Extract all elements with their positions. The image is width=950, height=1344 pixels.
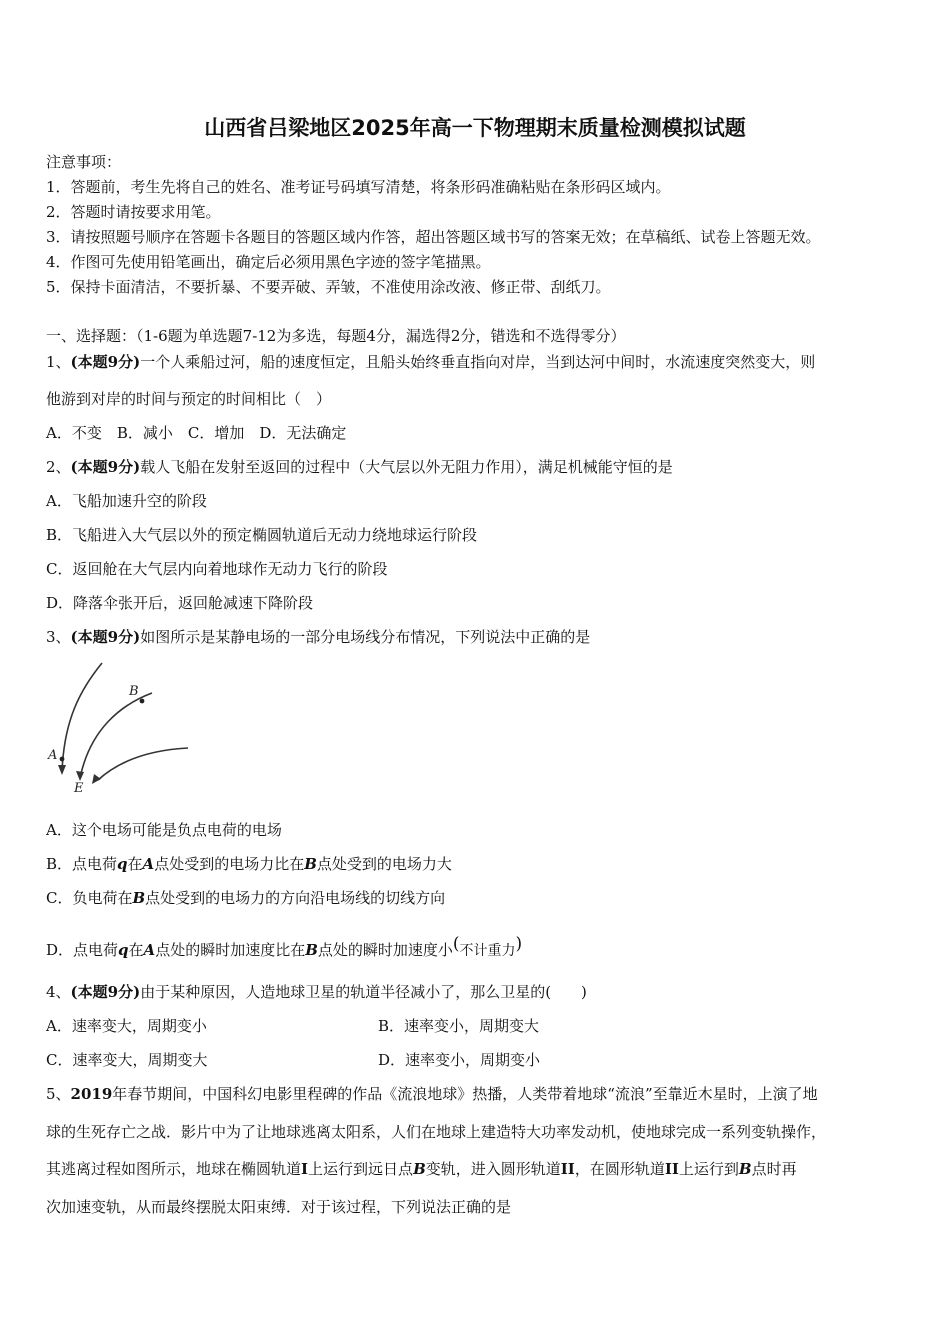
field-line-middle — [80, 693, 152, 778]
notice-item: 3．请按照题号顺序在答题卡各题目的答题区域内作答，超出答题区域书写的答案无效；在草稿纸、试卷上答题无效。 — [46, 228, 821, 246]
field-line-left — [62, 663, 102, 772]
section-heading: 一、选择题：（1-6题为单选题7-12为多选，每题4分，漏选得2分，错选和不选得零分） — [46, 327, 626, 345]
question-5-stem-cont: 次加速变轨，从而最终摆脱太阳束缚．对于该过程，下列说法正确的是 — [46, 1198, 512, 1216]
label-b: B — [129, 684, 139, 699]
question-4-option-b: B．速率变小，周期变大 — [378, 1017, 540, 1035]
notice-item: 5．保持卡面清洁，不要折暴、不要弄破、弄皱，不准使用涂改液、修正带、刮纸刀。 — [46, 278, 611, 296]
question-2-option-d: D．降落伞张开后，返回舱减速下降阶段 — [46, 594, 314, 612]
question-2-option-c: C．返回舱在大气层内向着地球作无动力飞行的阶段 — [46, 560, 388, 578]
question-2-stem: 2、(本题9分)载人飞船在发射至返回的过程中（大气层以外无阻力作用），满足机械能守恒的是 — [46, 458, 673, 476]
question-5-stem-cont: 球的生死存亡之战．影片中为了让地球逃离太阳系，人们在地球上建造特大功率发动机，使地球完成一系列变轨操作， — [46, 1123, 827, 1141]
field-line-arrow — [92, 774, 101, 784]
question-3-option-d: D．点电荷q在A点处的瞬时加速度比在B点处的瞬时加速度小(不计重力) — [46, 934, 523, 959]
notice-heading: 注意事项： — [46, 153, 122, 171]
question-5-stem: 5、2019年春节期间，中国科幻电影里程碑的作品《流浪地球》热播，人类带着地球“流浪”至靠近木星时，上演了地 — [46, 1085, 818, 1103]
question-3-option-a: A．这个电场可能是负点电荷的电场 — [46, 821, 282, 839]
question-1-options: A．不变 B．减小 C．增加 D．无法确定 — [46, 424, 347, 442]
field-line-right — [98, 748, 188, 780]
question-2-option-b: B．飞船进入大气层以外的预定椭圆轨道后无动力绕地球运行阶段 — [46, 526, 478, 544]
question-1-stem-cont: 他游到对岸的时间与预定的时间相比（ ） — [46, 390, 332, 408]
question-2-option-a: A．飞船加速升空的阶段 — [46, 492, 207, 510]
field-line-arrow — [76, 771, 84, 781]
question-1-stem: 1、(本题9分)一个人乘船过河，船的速度恒定，且船头始终垂直指向对岸，当到达河中间时，水流速度突然变大，则 — [46, 353, 816, 371]
point-a — [60, 757, 65, 762]
field-line-arrow — [58, 765, 66, 775]
question-4-option-d: D．速率变小，周期变小 — [378, 1051, 541, 1069]
notice-item: 4．作图可先使用铅笔画出，确定后必须用黑色字迹的签字笔描黑。 — [46, 253, 491, 271]
notice-item: 2．答题时请按要求用笔。 — [46, 203, 221, 221]
question-3-option-c: C．负电荷在B点处受到的电场力的方向沿电场线的切线方向 — [46, 889, 446, 907]
question-3-option-b: B．点电荷q在A点处受到的电场力比在B点处受到的电场力大 — [46, 855, 452, 873]
page-title: 山西省吕梁地区2025年高一下物理期末质量检测模拟试题 — [204, 116, 746, 140]
question-4-option-a: A．速率变大，周期变小 — [46, 1017, 207, 1035]
label-e: E — [74, 781, 84, 796]
question-3-stem: 3、(本题9分)如图所示是某静电场的一部分电场线分布情况，下列说法中正确的是 — [46, 628, 591, 646]
electric-field-figure — [40, 660, 200, 800]
notice-item: 1．答题前，考生先将自己的姓名、准考证号码填写清楚，将条形码准确粘贴在条形码区域内。 — [46, 178, 671, 196]
question-5-stem-cont: 其逃离过程如图所示，地球在椭圆轨道I上运行到远日点B变轨，进入圆形轨道II，在圆形轨道II上运行到B点时再 — [46, 1160, 797, 1178]
question-4-option-c: C．速率变大，周期变大 — [46, 1051, 208, 1069]
label-a: A — [48, 748, 58, 763]
point-b — [140, 699, 145, 704]
question-4-stem: 4、(本题9分)由于某种原因，人造地球卫星的轨道半径减小了，那么卫星的( ) — [46, 983, 587, 1001]
